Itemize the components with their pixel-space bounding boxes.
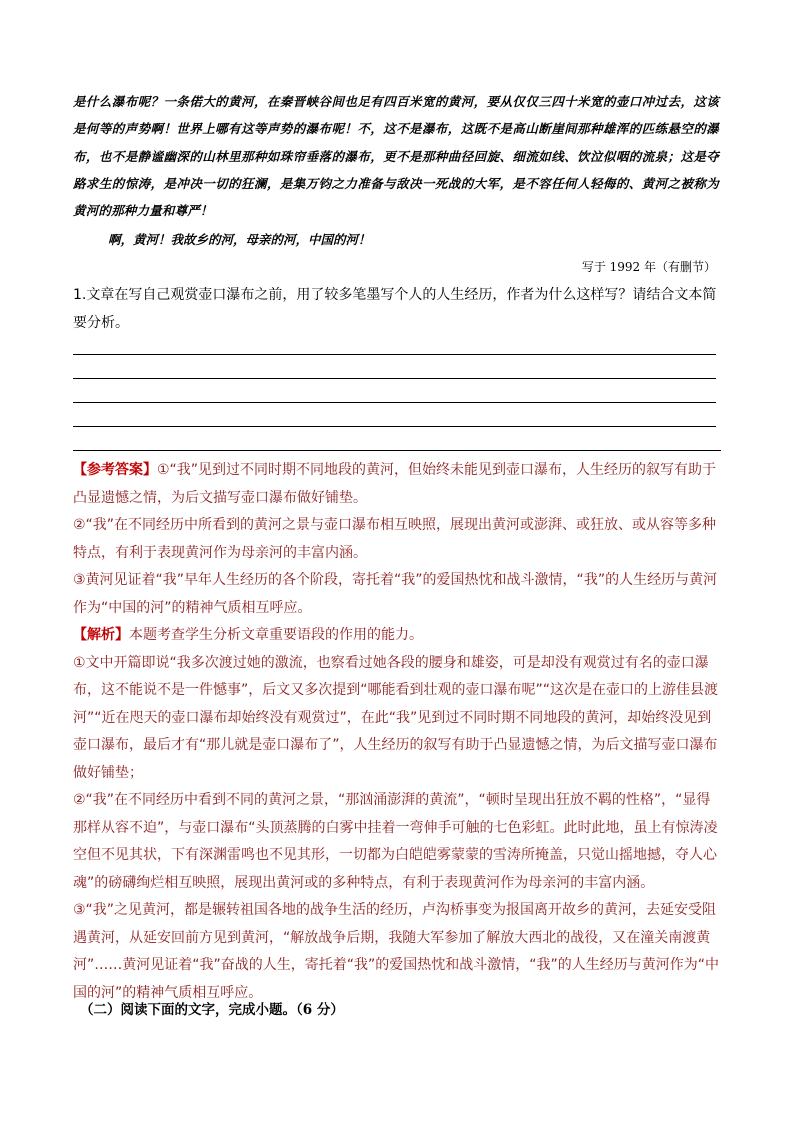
reference-answer-1: 【参考答案】①“我”见到过不同时期不同地段的黄河，但始终未能见到壶口瀑布，人生经历的叙写有助于凸显遗憾之情，为后文描写壶口瀑布做好铺垫。 xyxy=(73,462,717,506)
analysis-intro: 【解析】本题考查学生分析文章重要语段的作用的能力。 xyxy=(73,627,423,643)
analysis-point-3: ③“我”之见黄河，都是辗转祖国各地的战争生活的经历，卢沟桥事变为报国离开故乡的黄河，去延安受阻遇黄河，从延安回前方见到黄河，“解放战争后期，我随大军参加了解放大西北的战役，又在潼关南渡黄河”……黄河见证着“我”奋战的人生，寄托着“我”的爱国热忱和战斗激情，“我”的人生经历与黄河作为“中国的河”的精神气质相互呼应。 xyxy=(73,902,720,1001)
analysis-tag: 【解析】 xyxy=(73,627,129,643)
passage-paragraph: 是什么瀑布呢？一条偌大的黄河，在秦晋峡谷间也足有四百米宽的黄河，要从仅仅三四十米宽的壶口冲过去，这该是何等的声势啊！世界上哪有这等声势的瀑布呢！不，这不是瀑布，这既不是高山断崖间那种雄浑的匹练悬空的瀑布，也不是静谧幽深的山林里那种如珠帘垂落的瀑布，更不是那种曲径回旋、细流如线、饮泣似咽的流泉；这是夺路求生的惊涛，是冲决一切的狂澜，是集万钧之力准备与敌决一死战的大军，是不容任何人轻侮的、黄河之被称为黄河的那种力量和尊严！ xyxy=(73,94,719,219)
analysis-point-1: ①文中开篇即说“我多次渡过她的激流，也察看过她各段的腰身和雄姿，可是却没有观赏过有名的壶口瀑布，这不能说不是一件憾事”，后文又多次提到“哪能看到壮观的壶口瀑布呢”“这次是在壶口的上游佳县渡河”“近在咫天的壶口瀑布却始终没有观赏过”，在此“我”见到过不同时期不同地段的黄河，却始终没见到壶口瀑布，最后才有“那儿就是壶口瀑布了”，人生经历的叙写有助于凸显遗憾之情，为后文描写壶口瀑布做好铺垫； xyxy=(73,654,719,781)
reference-answer-2: ②“我”在不同经历中所看到的黄河之景与壶口瀑布相互映照，展现出黄河或澎湃、或狂放、或从容等多种特点，有利于表现黄河作为母亲河的丰富内涵。 xyxy=(73,517,717,561)
reference-answer-tag: 【参考答案】 xyxy=(73,462,157,478)
reference-answer-3: ③黄河见证着“我”早年人生经历的各个阶段，寄托着“我”的爱国热忱和战斗激情，“我”的人生经历与黄河作为“中国的河”的精神气质相互呼应。 xyxy=(73,572,718,616)
answer-line xyxy=(73,402,716,403)
section-heading: （二）阅读下面的文字，完成小题。（6 分） xyxy=(80,1002,344,1018)
answer-block xyxy=(73,457,723,1007)
analysis-point-2: ②“我”在不同经历中看到不同的黄河之景，“那汹涌澎湃的黄流”，“顿时呈现出狂放不羁的性格”，“显得那样从容不迫”，与壶口瀑布“头顶蒸腾的白雾中挂着一弯伸手可触的七色彩虹。此时此地，虽上有惊涛凌空但不见其状，下有深渊雷鸣也不见其形，一切都为白皑皑雾蒙蒙的雪涛所掩盖，只觉山摇地撼，夺人心魂”的磅礴绚烂相互映照，展现出黄河或的多种特点，有利于表现黄河作为母亲河的丰富内涵。 xyxy=(73,792,718,891)
answer-line xyxy=(73,450,721,451)
passage-exclamation: 啊，黄河！我故乡的河，母亲的河，中国的河！ xyxy=(108,232,371,247)
answer-line xyxy=(73,426,716,427)
question-1: 1.文章在写自己观赏壶口瀑布之前，用了较多笔墨写个人的人生经历，作者为什么这样写？请结合文本简要分析。 xyxy=(73,287,717,331)
passage-dateline: 写于 1992 年（有删节） xyxy=(581,260,716,274)
answer-line xyxy=(73,354,716,355)
answer-line xyxy=(73,378,716,379)
